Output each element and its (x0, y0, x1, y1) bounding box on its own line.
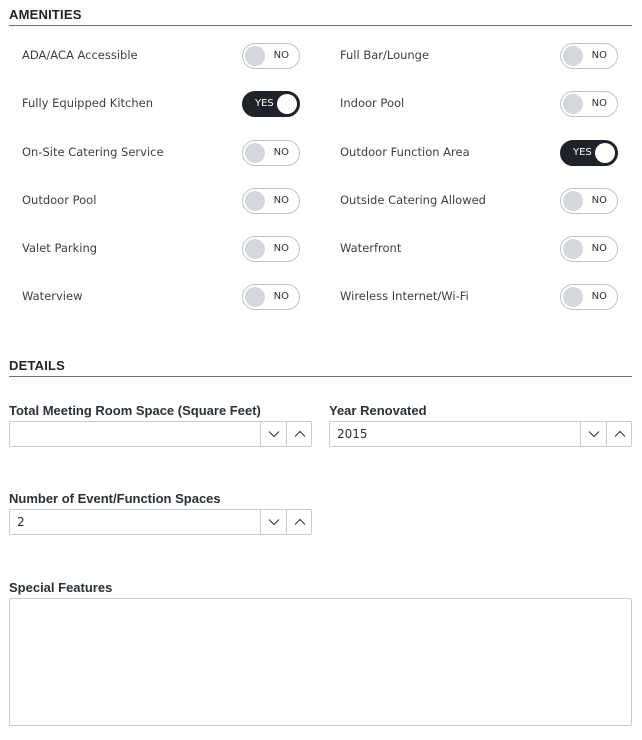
on-site-catering-toggle[interactable] (242, 140, 300, 166)
amenity-full-bar-lounge (340, 43, 620, 69)
toggle-knob (245, 46, 265, 66)
year-renovated-decrement[interactable] (580, 422, 606, 446)
event-spaces-decrement[interactable] (260, 510, 286, 534)
amenity-indoor-pool (340, 91, 620, 117)
toggle-state: YES (255, 98, 274, 109)
toggle-state: NO (591, 195, 607, 206)
toggle-state: NO (273, 243, 289, 254)
ada-accessible-toggle[interactable] (242, 43, 300, 69)
toggle-knob (563, 46, 583, 66)
toggle-state: NO (591, 291, 607, 302)
toggle-knob (245, 239, 265, 259)
toggle-state: NO (273, 291, 289, 302)
amenity-ada-accessible (22, 43, 302, 69)
toggle-knob (563, 239, 583, 259)
outdoor-pool-toggle[interactable] (242, 188, 300, 214)
chevron-up-icon (294, 518, 306, 526)
chevron-down-icon (268, 518, 280, 526)
toggle-knob (563, 191, 583, 211)
amenity-waterfront (340, 236, 620, 262)
waterview-toggle[interactable] (242, 284, 300, 310)
amenity-on-site-catering (22, 140, 302, 166)
event-spaces-input[interactable] (9, 509, 312, 535)
year-renovated-increment[interactable] (606, 422, 632, 446)
toggle-knob (595, 143, 615, 163)
event-spaces-label: Number of Event/Function Spaces (9, 491, 221, 506)
full-bar-lounge-toggle[interactable] (560, 43, 618, 69)
waterfront-toggle[interactable] (560, 236, 618, 262)
amenity-outdoor-function-area (340, 140, 620, 166)
amenity-wireless-internet (340, 284, 620, 310)
amenity-label: Outside Catering Allowed (340, 193, 486, 207)
toggle-knob (245, 143, 265, 163)
amenity-label: Waterview (22, 289, 83, 303)
chevron-down-icon (268, 430, 280, 438)
year-renovated-value: 2015 (337, 427, 368, 441)
amenity-label: Waterfront (340, 241, 402, 255)
year-renovated-label: Year Renovated (329, 403, 427, 418)
amenity-waterview (22, 284, 302, 310)
chevron-up-icon (294, 430, 306, 438)
event-spaces-value: 2 (17, 515, 25, 529)
toggle-state: NO (591, 98, 607, 109)
meeting-space-decrement[interactable] (260, 422, 286, 446)
details-section-title: DETAILS (9, 358, 632, 377)
amenity-label: Full Bar/Lounge (340, 48, 430, 62)
amenities-section-title: AMENITIES (9, 7, 632, 26)
wireless-internet-toggle[interactable] (560, 284, 618, 310)
chevron-up-icon (614, 430, 626, 438)
special-features-label: Special Features (9, 580, 113, 595)
amenity-label: Indoor Pool (340, 96, 405, 110)
event-spaces-increment[interactable] (286, 510, 312, 534)
amenity-label: Fully Equipped Kitchen (22, 96, 154, 110)
amenity-label: ADA/ACA Accessible (22, 48, 138, 62)
meeting-space-increment[interactable] (286, 422, 312, 446)
amenity-valet-parking (22, 236, 302, 262)
indoor-pool-toggle[interactable] (560, 91, 618, 117)
year-renovated-input[interactable] (329, 421, 632, 447)
amenity-label: On-Site Catering Service (22, 145, 164, 159)
meeting-space-label: Total Meeting Room Space (Square Feet) (9, 403, 261, 418)
toggle-knob (563, 94, 583, 114)
toggle-state: NO (273, 50, 289, 61)
valet-parking-toggle[interactable] (242, 236, 300, 262)
toggle-knob (245, 191, 265, 211)
outdoor-function-area-toggle[interactable] (560, 140, 618, 166)
meeting-space-input[interactable] (9, 421, 312, 447)
amenity-label: Wireless Internet/Wi-Fi (340, 289, 469, 303)
toggle-state: YES (573, 147, 592, 158)
amenity-label: Outdoor Pool (22, 193, 97, 207)
fully-equipped-kitchen-toggle[interactable] (242, 91, 300, 117)
toggle-state: NO (591, 243, 607, 254)
toggle-knob (245, 287, 265, 307)
toggle-state: NO (273, 147, 289, 158)
amenity-outside-catering (340, 188, 620, 214)
amenity-label: Valet Parking (22, 241, 98, 255)
toggle-state: NO (591, 50, 607, 61)
chevron-down-icon (588, 430, 600, 438)
special-features-textarea[interactable] (9, 598, 632, 726)
toggle-state: NO (273, 195, 289, 206)
amenity-label: Outdoor Function Area (340, 145, 470, 159)
amenity-outdoor-pool (22, 188, 302, 214)
toggle-knob (563, 287, 583, 307)
outside-catering-toggle[interactable] (560, 188, 618, 214)
toggle-knob (277, 94, 297, 114)
amenity-fully-equipped-kitchen (22, 91, 302, 117)
